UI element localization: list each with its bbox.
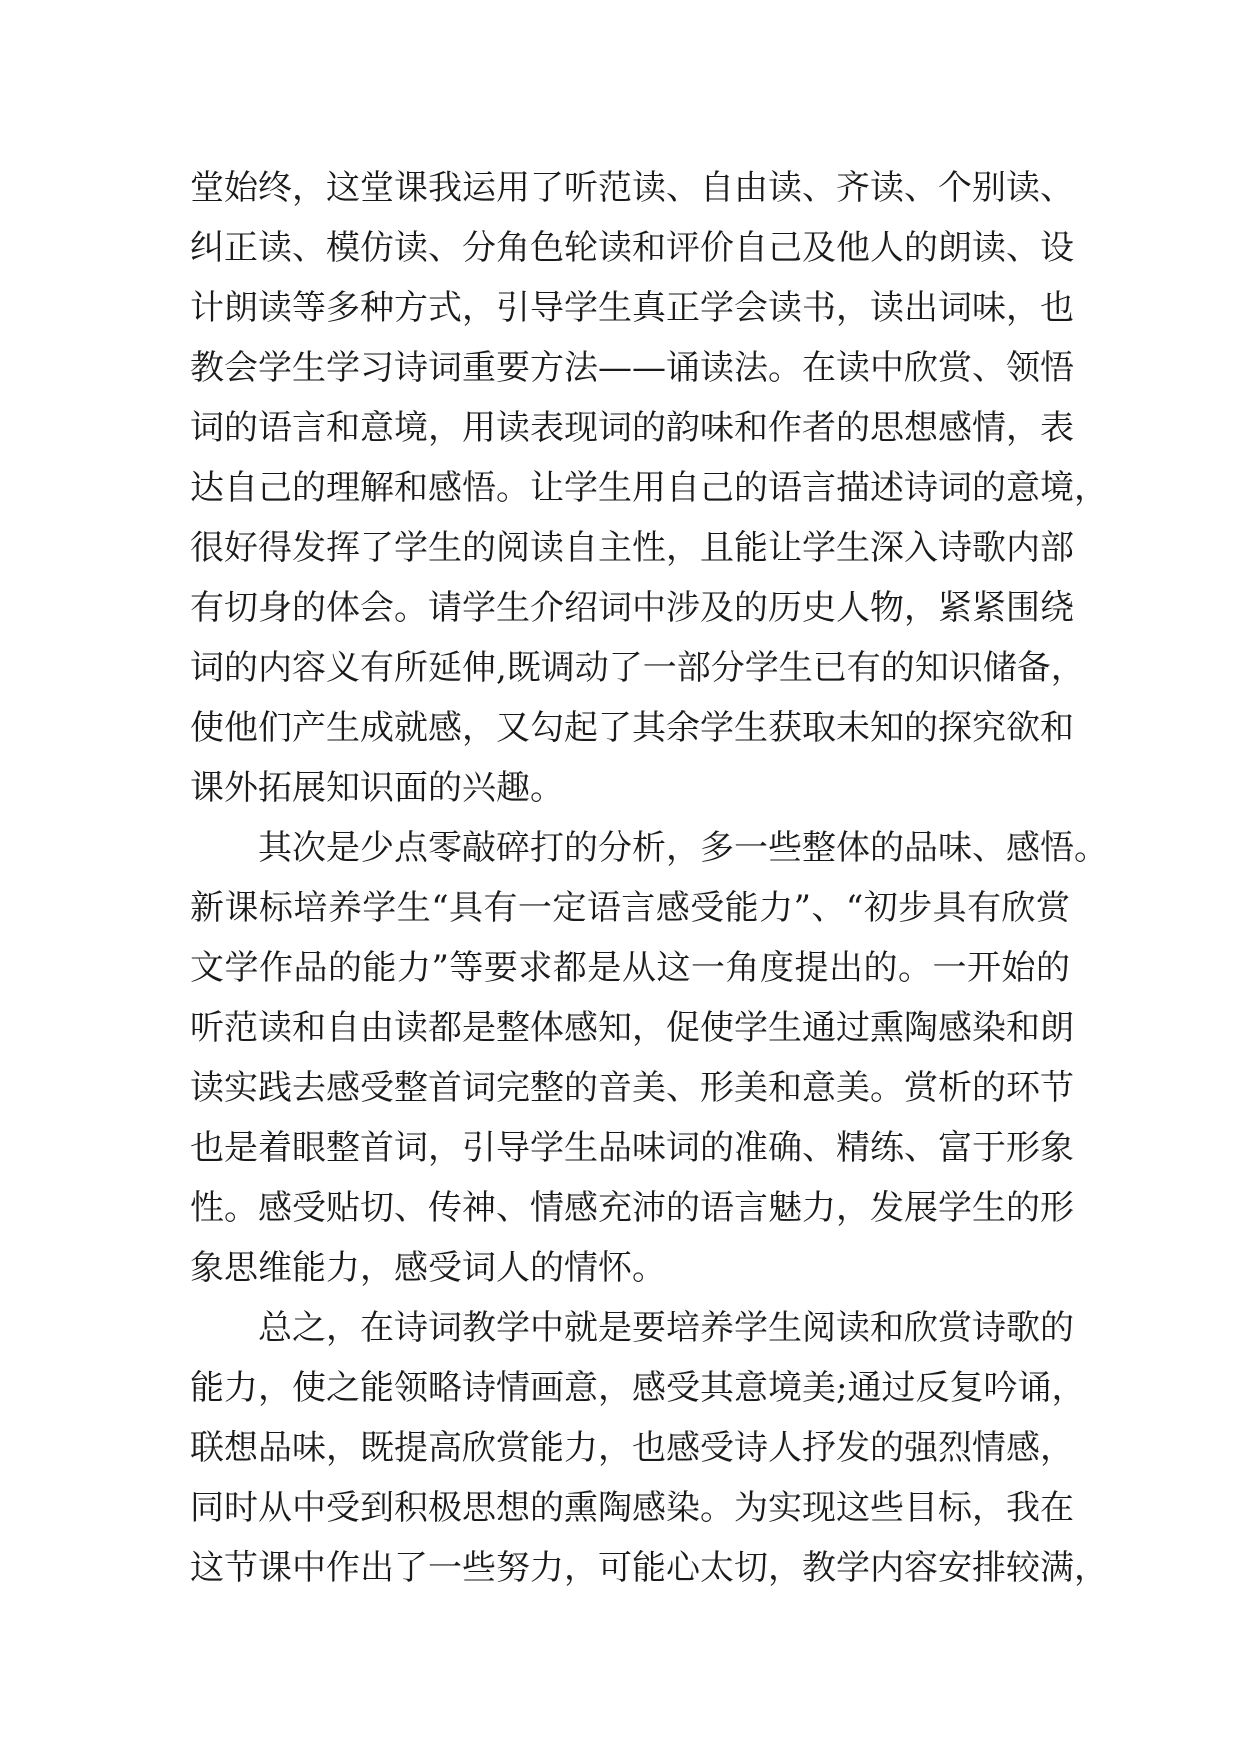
text-line: 象思维能力，感受词人的情怀。: [190, 1248, 666, 1288]
text-line: 能力，使之能领略诗情画意，感受其意境美;通过反复吟诵，: [190, 1368, 1086, 1408]
text-line: 达自己的理解和感悟。让学生用自己的语言描述诗词的意境，: [190, 468, 1108, 508]
body-text: [190, 158, 1108, 1598]
text-line: 读实践去感受整首词完整的音美、形美和意美。赏析的环节: [190, 1068, 1074, 1108]
text-line: 课外拓展知识面的兴趣。: [190, 768, 564, 808]
paragraph-first-line: 总之，在诗词教学中就是要培养学生阅读和欣赏诗歌的: [258, 1308, 1074, 1348]
text-line: 纠正读、模仿读、分角色轮读和评价自己及他人的朗读、设: [190, 228, 1074, 268]
text-line: 听范读和自由读都是整体感知，促使学生通过熏陶感染和朗: [190, 1008, 1074, 1048]
text-line: 计朗读等多种方式，引导学生真正学会读书，读出词味，也: [190, 288, 1074, 328]
text-line: 性。感受贴切、传神、情感充沛的语言魅力，发展学生的形: [190, 1188, 1074, 1228]
text-line: 也是着眼整首词，引导学生品味词的准确、精练、富于形象: [190, 1128, 1074, 1168]
text-line: 新课标培养学生“具有一定语言感受能力”、“初步具有欣赏: [190, 888, 1070, 928]
text-line: 联想品味，既提高欣赏能力，也感受诗人抒发的强烈情感，: [190, 1428, 1074, 1468]
text-line: 有切身的体会。请学生介绍词中涉及的历史人物，紧紧围绕: [190, 588, 1074, 628]
text-line: 教会学生学习诗词重要方法——诵读法。在读中欣赏、领悟: [190, 348, 1074, 388]
text-line: 词的内容义有所延伸,既调动了一部分学生已有的知识储备，: [190, 648, 1085, 688]
paragraph-first-line: 其次是少点零敲碎打的分析，多一些整体的品味、感悟。: [258, 828, 1108, 868]
text-line: 堂始终，这堂课我运用了听范读、自由读、齐读、个别读、: [190, 168, 1074, 208]
text-line: 这节课中作出了一些努力，可能心太切，教学内容安排较满，: [190, 1548, 1108, 1588]
text-line: 词的语言和意境，用读表现词的韵味和作者的思想感情，表: [190, 408, 1074, 448]
text-line: 很好得发挥了学生的阅读自主性，且能让学生深入诗歌内部: [190, 528, 1074, 568]
text-line: 文学作品的能力”等要求都是从这一角度提出的。一开始的: [190, 948, 1070, 988]
text-line: 同时从中受到积极思想的熏陶感染。为实现这些目标，我在: [190, 1488, 1074, 1528]
text-line: 使他们产生成就感，又勾起了其余学生获取未知的探究欲和: [190, 708, 1074, 748]
